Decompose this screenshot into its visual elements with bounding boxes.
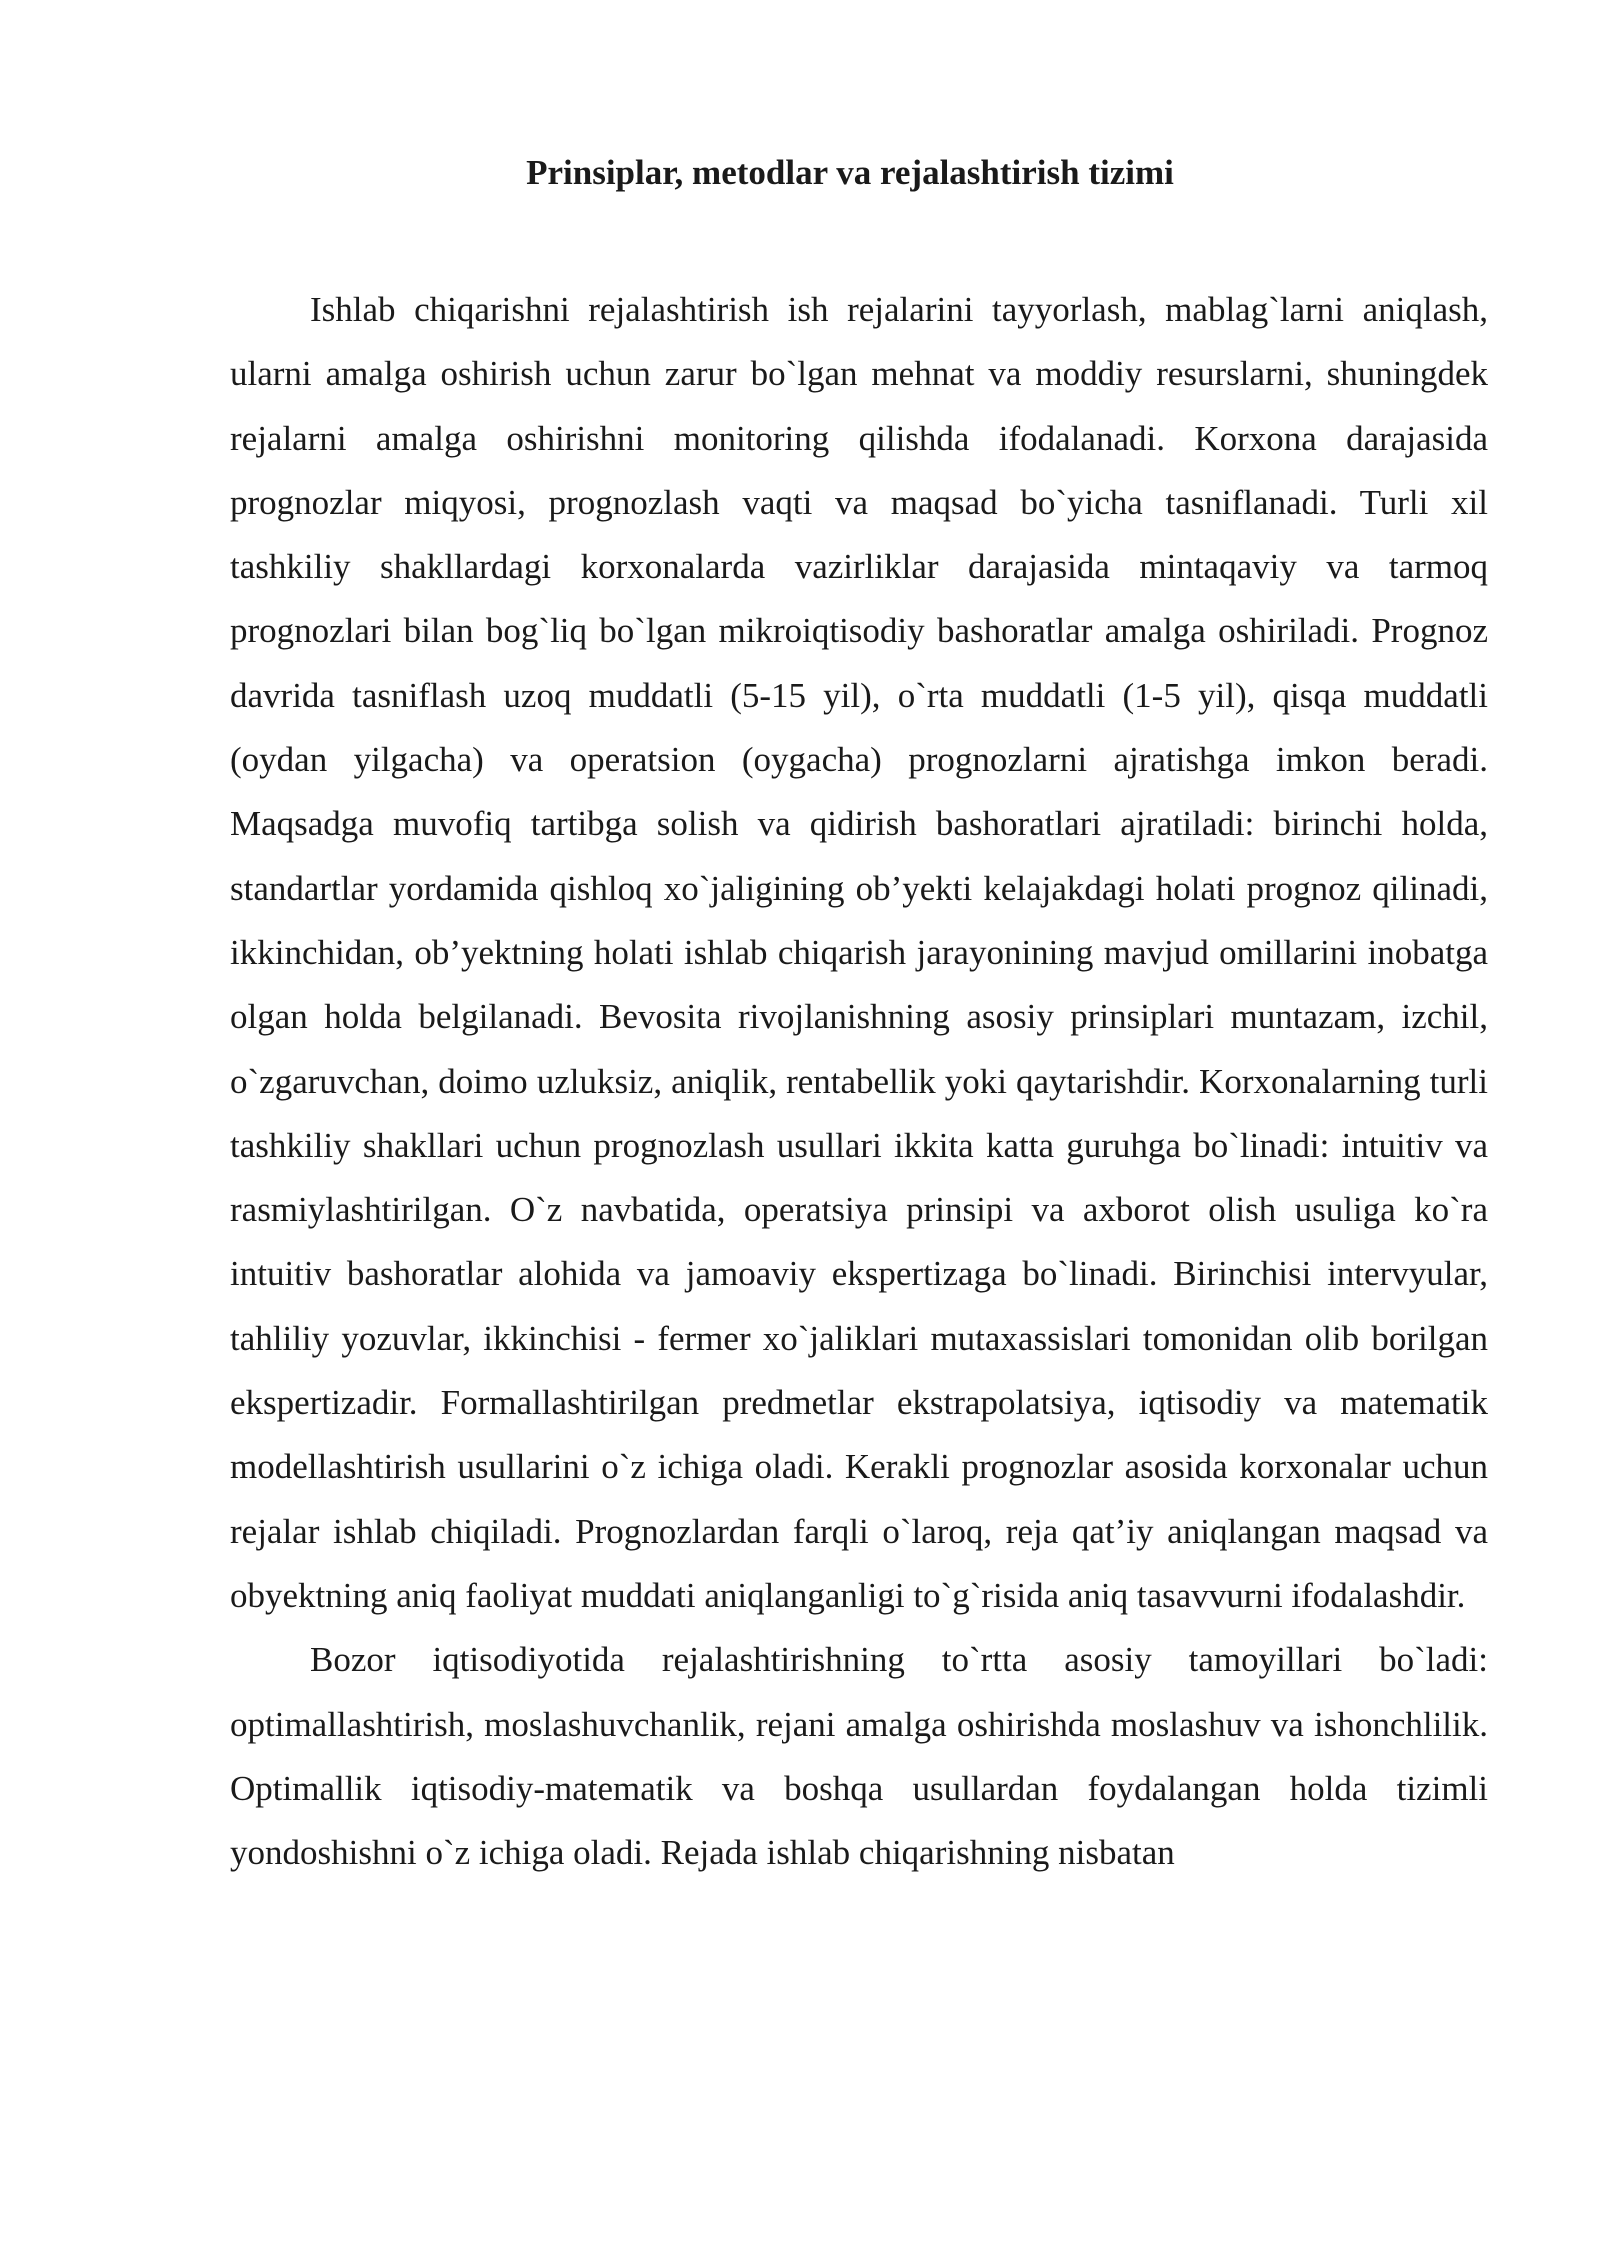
document-body	[230, 278, 1488, 1885]
paragraph: Bozor iqtisodiyotida rejalashtirishning to`rtta asosiy tamoyillari bo`ladi: optimallashtirish, moslashuvchanlik, rejani amalga oshirishda moslashuv va ishonchlilik. Optimallik iqtisodiy-matematik va boshqa usullardan foydalangan holda tizimli yondoshishni o`z ichiga oladi. Rejada ishlab chiqarishning nisbatan	[230, 1640, 1488, 1873]
page-title: Prinsiplar, metodlar va rejalashtirish tizimi	[526, 153, 1174, 192]
paragraph: Ishlab chiqarishni rejalashtirish ish rejalarini tayyorlash, mablag`larni aniqlash, ularni amalga oshirish uchun zarur bo`lgan mehnat va moddiy resurslarni, shuningdek rejalarni amalga oshirishni monitoring qilishda ifodalanadi. Korxona darajasida prognozlar miqyosi, prognozlash vaqti va maqsad bo`yicha tasniflanadi. Turli xil tashkiliy shakllardagi korxonalarda vazirliklar darajasida mintaqaviy va tarmoq prognozlari bilan bog`liq bo`lgan mikroiqtisodiy bashoratlar amalga oshiriladi. Prognoz davrida tasniflash uzoq muddatli (5-15 yil), o`rta muddatli (1-5 yil), qisqa muddatli (oydan yilgacha) va operatsion (oygacha) prognozlarni ajratishga imkon beradi. Maqsadga muvofiq tartibga solish va qidirish bashoratlari ajratiladi: birinchi holda, standartlar yordamida qishloq xo`jaligining ob’yekti kelajakdagi holati prognoz qilinadi, ikkinchidan, ob’yektning holati ishlab chiqarish jarayonining mavjud omillarini inobatga olgan holda belgilanadi. Bevosita rivojlanishning asosiy prinsiplari muntazam, izchil, o`zgaruvchan, doimo uzluksiz, aniqlik, rentabellik yoki qaytarishdir. Korxonalarning turli tashkiliy shakllari uchun prognozlash usullari ikkita katta guruhga bo`linadi: intuitiv va rasmiylashtirilgan. O`z navbatida, operatsiya prinsipi va axborot olish usuliga ko`ra intuitiv bashoratlar alohida va jamoaviy ekspertizaga bo`linadi. Birinchisi intervyular, tahliliy yozuvlar, ikkinchisi - fermer xo`jaliklari mutaxassislari tomonidan olib borilgan ekspertizadir. Formallashtirilgan predmetlar ekstrapolatsiya, iqtisodiy va matematik modellashtirish usullarini o`z ichiga oladi. Kerakli prognozlar asosida korxonalar uchun rejalar ishlab chiqiladi. Prognozlardan farqli o`laroq, reja qat’iy aniqlangan maqsad va obyektning aniq faoliyat muddati aniqlanganligi to`g`risida aniq tasavvurni ifodalashdir.	[230, 290, 1488, 1615]
